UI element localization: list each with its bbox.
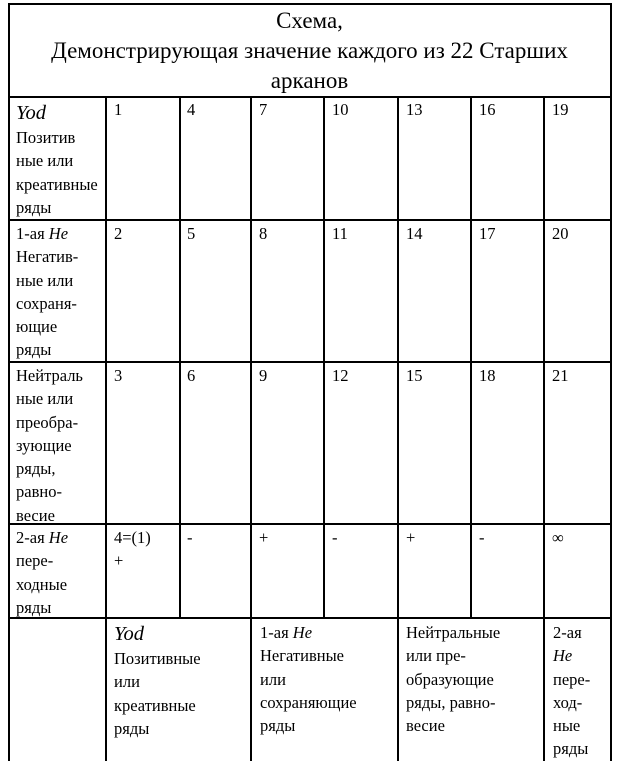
footer-neutral-line-1: Нейтральные xyxy=(406,623,501,642)
row1-label xyxy=(16,100,100,219)
row2-label-line-4: ющие xyxy=(16,317,58,337)
cell-r1-c4: 10 xyxy=(332,100,349,119)
row1-label-line-2: ные или xyxy=(16,151,74,171)
cell-r3-c4: 12 xyxy=(332,366,349,385)
footer-col-he2 xyxy=(553,621,590,761)
footer-he1-line-1: Негативные xyxy=(260,646,344,666)
footer-col-he1 xyxy=(260,621,357,737)
col-rule-5 xyxy=(397,96,399,761)
footer-he2-line-4: ряды xyxy=(553,739,589,759)
cell-r3-c5: 15 xyxy=(406,366,423,385)
cell-r4-c5: + xyxy=(406,528,416,547)
cell-r3-c2: 6 xyxy=(187,366,196,385)
row3-label-line-2: ные или xyxy=(16,389,74,409)
cell-r3-c1: 3 xyxy=(114,366,123,385)
col-rule-6 xyxy=(470,96,472,617)
title-line-3: арканов xyxy=(270,68,349,93)
col-rule-3 xyxy=(250,96,252,761)
cell-r4-c2: - xyxy=(187,528,193,547)
cell-r1-c5: 13 xyxy=(406,100,423,119)
cell-r4-c4: - xyxy=(332,528,338,547)
cell-r4-c7: ∞ xyxy=(552,528,564,547)
footer-he1-line-3: сохраняющие xyxy=(260,692,357,712)
row3-label-line-7: весие xyxy=(16,505,55,525)
row2-label-head: 1-ая He xyxy=(16,224,69,243)
table-rule-row4 xyxy=(8,617,611,619)
row4-label-line-1: пере- xyxy=(16,551,54,571)
row1-label-line-1: Позитив xyxy=(16,128,76,147)
row4-label xyxy=(16,526,68,619)
col-rule-2 xyxy=(179,96,181,617)
row3-label xyxy=(16,364,100,527)
footer-yod-line-2: или xyxy=(114,672,140,692)
cell-r3-c6: 18 xyxy=(479,366,496,385)
footer-yod-line-1: Позитивные xyxy=(114,649,201,668)
col-rule-4 xyxy=(323,96,325,617)
cell-r4-c6: - xyxy=(479,528,485,547)
col-rule-7 xyxy=(543,96,545,761)
row3-label-line-5: ряды, xyxy=(16,459,56,479)
row3-label-line-6: равно- xyxy=(16,482,62,502)
footer-he2-line-2: ход- xyxy=(553,692,583,712)
footer-he1-line-2: или xyxy=(260,669,286,689)
footer-he1-head: 1-ая He xyxy=(260,623,313,642)
col-rule-1 xyxy=(105,96,107,761)
footer-neutral-line-5: весие xyxy=(406,716,445,736)
footer-col-yod xyxy=(114,621,201,740)
row2-label-line-2: ные или xyxy=(16,270,74,290)
cell-r2-c6: 17 xyxy=(479,224,496,243)
cell-r1-c3: 7 xyxy=(259,100,268,119)
title-line-1: Схема, xyxy=(276,8,343,33)
row4-label-line-2: ходные xyxy=(16,574,68,594)
row4-label-head: 2-ая He xyxy=(16,528,69,547)
footer-col-neutral xyxy=(406,621,500,737)
cell-r2-c1: 2 xyxy=(114,224,123,243)
footer-yod-line-3: креативные xyxy=(114,695,196,715)
cell-r3-c3: 9 xyxy=(259,366,268,385)
cell-r2-c3: 8 xyxy=(259,224,268,243)
row4-label-line-3: ряды xyxy=(16,597,52,617)
cell-r1-c1: 1 xyxy=(114,100,123,119)
cell-r4-c1-sign: + xyxy=(114,551,124,571)
row3-label-line-1: Нейтраль xyxy=(16,366,83,385)
cell-r1-c7: 19 xyxy=(552,100,569,119)
cell-r4-c1-value: 4=(1) xyxy=(114,528,151,547)
footer-neutral-line-3: образующие xyxy=(406,669,494,689)
table-border-right xyxy=(610,3,612,761)
footer-he2-he: He xyxy=(553,646,573,666)
footer-yod-line-4: ряды xyxy=(114,718,150,738)
cell-r2-c5: 14 xyxy=(406,224,423,243)
footer-he2-line-3: ные xyxy=(553,716,581,736)
row3-label-line-3: преобра- xyxy=(16,412,79,432)
row2-label-line-1: Негатив- xyxy=(16,247,79,267)
cell-r4-c3: + xyxy=(259,528,269,547)
row2-label-line-5: ряды xyxy=(16,340,52,360)
footer-he2-line-1: пере- xyxy=(553,669,591,689)
table-border-left xyxy=(8,3,10,761)
footer-he2-prefix: 2-ая xyxy=(553,623,582,642)
footer-yod-head: Yod xyxy=(114,623,145,645)
row1-label-yod: Yod xyxy=(16,102,47,124)
table-rule-title xyxy=(8,96,611,98)
row1-label-line-4: ряды xyxy=(16,197,52,217)
row1-label-line-3: креативные xyxy=(16,174,98,194)
cell-r3-c7: 21 xyxy=(552,366,569,385)
cell-r2-c2: 5 xyxy=(187,224,196,243)
row2-label-line-3: сохраня- xyxy=(16,293,77,313)
row2-label xyxy=(16,222,100,362)
footer-he1-line-4: ряды xyxy=(260,716,296,736)
cell-r1-c6: 16 xyxy=(479,100,496,119)
cell-r2-c7: 20 xyxy=(552,224,569,243)
row3-label-line-4: зующие xyxy=(16,435,72,455)
table-title xyxy=(8,6,611,96)
cell-r4-c1 xyxy=(114,526,151,573)
title-line-2: Демонстрирующая значение каждого из 22 Старших xyxy=(51,38,568,63)
footer-neutral-line-2: или пре- xyxy=(406,646,466,666)
footer-neutral-line-4: ряды, равно- xyxy=(406,692,496,712)
cell-r2-c4: 11 xyxy=(332,224,348,243)
cell-r1-c2: 4 xyxy=(187,100,196,119)
table-rule-row1 xyxy=(8,219,611,221)
table-border-top xyxy=(8,3,611,5)
